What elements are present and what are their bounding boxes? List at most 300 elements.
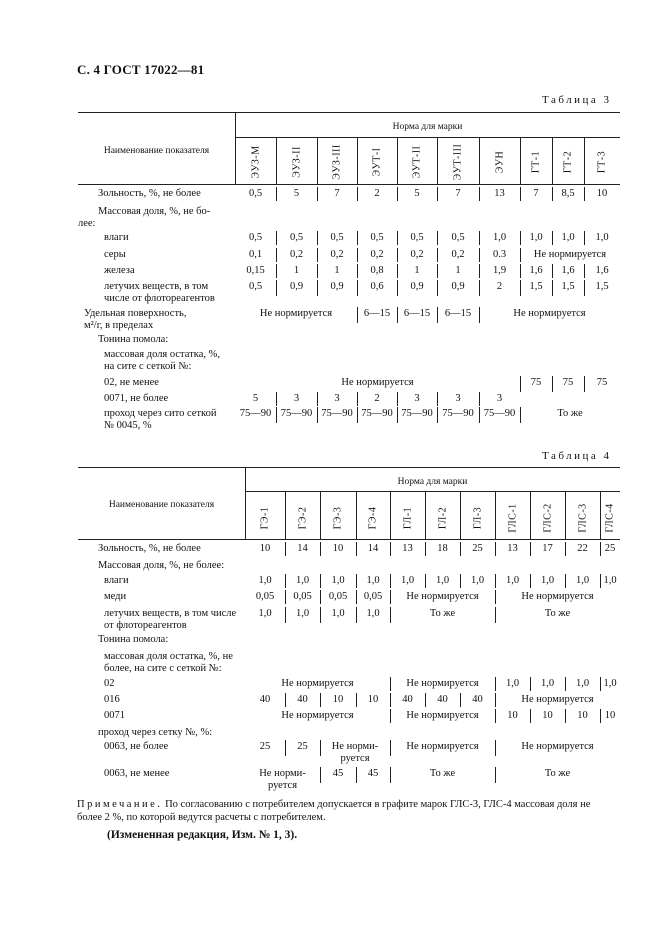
grade-label-6: ГЛ-2 (437, 506, 448, 530)
cell-value: 0,5 (248, 188, 263, 199)
cell-value: 1,0 (603, 575, 617, 586)
cell-value: 45 (332, 768, 344, 779)
grade-label-10: ГЛС-3 (577, 503, 588, 533)
cell-value: 13 (494, 188, 505, 199)
row-label: проход через сетку №, %: (98, 727, 213, 738)
cell-separator (357, 407, 358, 423)
cell-value: Не нормируется (513, 308, 586, 319)
cell-value: 0,05 (363, 591, 383, 602)
cell-separator (530, 709, 531, 723)
cell-value: 6—15 (363, 308, 391, 319)
header-col-line (276, 137, 277, 184)
cell-separator (320, 693, 321, 707)
cell-value: 0,6 (370, 281, 384, 292)
cell-value: 0,5 (248, 281, 263, 292)
cell-value: Не норми- (331, 741, 379, 752)
cell-value: 1,9 (492, 265, 507, 276)
cell-value: 10 (332, 694, 344, 705)
cell-separator (356, 693, 357, 707)
cell-separator (495, 740, 496, 756)
cell-separator (317, 407, 318, 423)
cell-value: 10 (332, 543, 344, 554)
param-header: Наименование показателя (108, 500, 215, 510)
rule-norm (245, 491, 620, 492)
header-col-line (285, 491, 286, 539)
cell-separator (600, 574, 601, 588)
cell-separator (584, 231, 585, 245)
cell-value: 0,5 (330, 232, 344, 243)
rule-norm (235, 137, 620, 138)
cell-value: Не нормируется (406, 741, 479, 752)
param-header: Наименование показателя (103, 146, 210, 156)
cell-value: 75 (530, 377, 542, 388)
cell-value: 0,2 (451, 249, 465, 260)
cell-separator (276, 231, 277, 245)
cell-separator (285, 693, 286, 707)
cell-separator (584, 187, 585, 201)
cell-value: 0,05 (293, 591, 312, 602)
cell-value: 1,0 (366, 575, 380, 586)
header-col-line (495, 491, 496, 539)
cell-value: 1,0 (295, 608, 310, 619)
cell-value: 0,15 (246, 265, 265, 276)
cell-value-cont: руется (340, 753, 370, 764)
cell-value: 75—90 (321, 408, 353, 419)
row-label-cont: № 0045, % (104, 420, 152, 431)
cell-value: Не нормируется (259, 308, 333, 319)
rule-top (78, 112, 620, 113)
cell-separator (437, 407, 438, 423)
grade-label-4: ЭУТ-I (371, 147, 383, 177)
cell-value: 1,5 (595, 281, 609, 292)
cell-value: 75—90 (361, 408, 393, 419)
cell-separator (479, 187, 480, 201)
cell-value: 1,0 (540, 575, 555, 586)
cell-value: Не норми- (259, 768, 306, 779)
cell-separator (437, 392, 438, 406)
cell-value: То же (429, 768, 456, 779)
header-col-line (397, 137, 398, 184)
cell-separator (584, 376, 585, 392)
cell-separator (520, 376, 521, 392)
row-label: серы (104, 249, 126, 260)
cell-separator (495, 677, 496, 691)
cell-separator (390, 590, 391, 604)
cell-value: 75 (562, 377, 574, 388)
row-label: 02 (104, 678, 115, 689)
grade-label-9: ГТ-2 (562, 150, 574, 174)
row-label: влаги (104, 232, 129, 243)
cell-value: 40 (402, 694, 413, 705)
cell-separator (479, 248, 480, 262)
cell-value: 1,0 (295, 575, 310, 586)
cell-value: Не нормируется (533, 249, 607, 260)
cell-value: 5 (414, 188, 420, 199)
cell-value: 18 (437, 543, 448, 554)
cell-separator (397, 407, 398, 423)
cell-value: 1,0 (575, 678, 590, 689)
cell-separator (425, 574, 426, 588)
cell-value: 1,0 (400, 575, 415, 586)
cell-separator (390, 574, 391, 588)
row-label-cont: более, на сите с сеткой №: (104, 663, 222, 674)
row-label: Тонина помола: (98, 634, 169, 645)
revision-note: (Измененная редакция, Изм. № 1, 3). (107, 829, 298, 841)
row-label: 0063, не менее (104, 768, 170, 779)
table-note (77, 798, 617, 824)
cell-separator (600, 709, 601, 723)
cell-value: 1,0 (470, 575, 485, 586)
cell-separator (320, 607, 321, 623)
cell-value: 75—90 (442, 408, 474, 419)
cell-value: 3 (293, 393, 300, 404)
cell-separator (390, 767, 391, 783)
cell-separator (390, 677, 391, 691)
cell-value: 2 (496, 281, 503, 292)
cell-separator (479, 264, 480, 278)
header-col-line (317, 137, 318, 184)
grade-label-7: ГЛ-3 (472, 506, 483, 530)
cell-separator (495, 574, 496, 588)
cell-value: 1,0 (331, 608, 345, 619)
cell-separator (552, 280, 553, 296)
cell-separator (530, 574, 531, 588)
cell-value: 0,5 (410, 232, 424, 243)
grade-label-11: ГЛС-4 (604, 503, 616, 533)
grade-label-3: ГЭ-3 (332, 506, 344, 530)
cell-value: 1,0 (435, 575, 450, 586)
norm-header: Норма для марки (392, 122, 463, 132)
cell-value: Не нормируется (521, 741, 594, 752)
cell-separator (356, 590, 357, 604)
cell-separator (357, 307, 358, 323)
rule-header-bottom (78, 539, 620, 540)
cell-value: То же (557, 408, 583, 419)
cell-value: 0,05 (328, 591, 348, 602)
cell-value: 0,2 (289, 249, 304, 260)
row-label: Массовая доля, %, не более: (98, 560, 225, 571)
cell-value: 40 (472, 694, 483, 705)
row-label-cont: числе от флотореагентов (104, 293, 215, 304)
cell-value: 13 (402, 543, 413, 554)
cell-separator (495, 590, 496, 604)
note-text: По согласованию с потребителем допускается в графите марок ГЛС-3, ГЛС-4 массовая доля не более 2 %, по которой ведутся расчеты с потребителем. (77, 799, 591, 823)
cell-separator (552, 376, 553, 392)
cell-value: То же (429, 608, 456, 619)
cell-separator (437, 264, 438, 278)
cell-value: 0,5 (370, 232, 384, 243)
cell-value: 22 (577, 543, 588, 554)
header-col-line (437, 137, 438, 184)
cell-value: 1 (455, 265, 461, 276)
cell-separator (479, 231, 480, 245)
rule-header-bottom (78, 184, 620, 185)
cell-value: Не нормируется (281, 710, 354, 721)
cell-separator (317, 264, 318, 278)
cell-value: 1,0 (258, 575, 272, 586)
cell-value: 75—90 (401, 408, 433, 419)
row-label: Зольность, %, не более (98, 188, 201, 199)
cell-separator (276, 407, 277, 423)
row-label-cont: на сите с сеткой №: (104, 361, 192, 372)
cell-value: 14 (297, 543, 308, 554)
cell-value: 0,8 (370, 265, 384, 276)
row-label: проход через сито сеткой (104, 408, 217, 419)
grade-label-3: ЭУЗ-III (331, 144, 343, 180)
cell-value: 0,5 (289, 232, 304, 243)
cell-value: 3 (414, 393, 420, 404)
cell-value: Не нормируется (281, 678, 354, 689)
cell-value: Не нормируется (521, 694, 594, 705)
cell-separator (320, 767, 321, 783)
page-header: С. 4 ГОСТ 17022—81 (77, 62, 205, 77)
cell-separator (357, 392, 358, 406)
row-label: Массовая доля, %, не бо- (98, 206, 211, 217)
cell-value: 7 (334, 188, 340, 199)
cell-separator (320, 590, 321, 604)
cell-separator (584, 264, 585, 278)
cell-separator (357, 248, 358, 262)
cell-separator (437, 248, 438, 262)
cell-separator (460, 542, 461, 556)
cell-value: 10 (596, 188, 608, 199)
header-col-line (320, 491, 321, 539)
cell-separator (390, 542, 391, 556)
cell-value: 45 (367, 768, 379, 779)
header-col-line (356, 491, 357, 539)
cell-value: 10 (507, 710, 518, 721)
row-label: летучих веществ, в том (104, 281, 209, 292)
cell-value: 25 (259, 741, 271, 752)
cell-separator (397, 264, 398, 278)
grade-label-10: ГТ-3 (596, 150, 608, 174)
cell-separator (437, 307, 438, 323)
cell-value: 1,0 (575, 575, 590, 586)
cell-value: 10 (542, 710, 553, 721)
cell-separator (390, 607, 391, 623)
row-label: Зольность, %, не более (98, 543, 201, 554)
cell-separator (397, 280, 398, 296)
cell-value: 6—15 (403, 308, 431, 319)
cell-value: 1,0 (540, 678, 555, 689)
cell-value: 2 (374, 393, 380, 404)
cell-value: 1,5 (529, 281, 543, 292)
cell-value: 75—90 (280, 408, 313, 419)
cell-value: 0,05 (255, 591, 275, 602)
cell-value: 1,0 (603, 678, 617, 689)
cell-separator (565, 709, 566, 723)
cell-separator (565, 542, 566, 556)
row-label: массовая доля остатка, %, (104, 349, 220, 360)
cell-separator (437, 187, 438, 201)
cell-separator (565, 677, 566, 691)
cell-separator (460, 693, 461, 707)
cell-value: 0,2 (330, 249, 344, 260)
cell-separator (520, 248, 521, 262)
cell-value: 1,5 (561, 281, 575, 292)
cell-value: 0.3 (492, 249, 507, 260)
cell-separator (520, 407, 521, 423)
cell-separator (356, 607, 357, 623)
header-col-line (584, 137, 585, 184)
row-label: Удельная поверхность, (84, 308, 187, 319)
row-label: железа (104, 265, 135, 276)
cell-separator (495, 542, 496, 556)
cell-value: 14 (367, 543, 379, 554)
grade-label-8: ГЛС-1 (507, 503, 518, 533)
cell-value: 40 (437, 694, 448, 705)
cell-separator (495, 693, 496, 707)
cell-value: 10 (604, 710, 616, 721)
grade-label-6: ЭУТ-III (452, 143, 464, 181)
row-label: 0063, не более (104, 741, 169, 752)
cell-separator (390, 740, 391, 756)
cell-separator (397, 307, 398, 323)
cell-separator (520, 264, 521, 278)
cell-separator (285, 590, 286, 604)
cell-value: 0,1 (248, 249, 263, 260)
cell-value: 1,6 (595, 265, 609, 276)
cell-separator (356, 542, 357, 556)
cell-value: 75 (596, 377, 608, 388)
cell-separator (397, 187, 398, 201)
cell-value: То же (544, 608, 571, 619)
cell-value: Не нормируется (521, 591, 594, 602)
row-label: Тонина помола: (98, 334, 169, 345)
cell-separator (356, 767, 357, 783)
header-col-line (460, 491, 461, 539)
cell-separator (520, 187, 521, 201)
row-label-cont: лее: (78, 218, 96, 229)
cell-value: 0,9 (410, 281, 424, 292)
cell-separator (600, 677, 601, 691)
header-col-line (565, 491, 566, 539)
row-label: 0071, не более (104, 393, 169, 404)
cell-value: 0,9 (330, 281, 344, 292)
cell-value: 1,6 (561, 265, 575, 276)
cell-value: 1 (414, 265, 420, 276)
cell-value: 1,0 (529, 232, 543, 243)
rule-top (78, 467, 620, 468)
cell-value: 1,0 (492, 232, 507, 243)
cell-separator (530, 542, 531, 556)
grade-label-5: ЭУТ-II (411, 145, 423, 179)
header-col-line (530, 491, 531, 539)
cell-value: 1,0 (505, 678, 520, 689)
cell-value: 17 (542, 543, 553, 554)
cell-value: 0,5 (451, 232, 465, 243)
cell-separator (390, 709, 391, 723)
cell-value: 3 (455, 393, 461, 404)
cell-value: 7 (533, 188, 539, 199)
cell-separator (357, 187, 358, 201)
grade-label-1: ЭУЗ-М (250, 145, 261, 179)
cell-separator (552, 187, 553, 201)
row-label: массовая доля остатка, %, не (104, 651, 233, 662)
grade-label-8: ГТ-1 (530, 150, 542, 174)
header-col-line (552, 137, 553, 184)
header-col-line (479, 137, 480, 184)
cell-separator (437, 280, 438, 296)
cell-value: 8,5 (561, 188, 575, 199)
grade-label-2: ГЭ-2 (297, 506, 308, 530)
cell-value: 75—90 (239, 408, 272, 419)
norm-header: Норма для марки (397, 477, 468, 487)
grade-label-1: ГЭ-1 (259, 506, 271, 530)
cell-value: 1,6 (529, 265, 543, 276)
cell-separator (600, 542, 601, 556)
cell-value: То же (544, 768, 571, 779)
row-label: влаги (104, 575, 129, 586)
cell-separator (495, 607, 496, 623)
cell-separator (520, 231, 521, 245)
cell-separator (530, 677, 531, 691)
cell-value: Не нормируется (341, 377, 414, 388)
cell-value: 0,2 (370, 249, 384, 260)
cell-value: 10 (577, 710, 588, 721)
cell-value: 75—90 (483, 408, 516, 419)
cell-value: 13 (507, 543, 518, 554)
cell-value: 3 (496, 393, 503, 404)
cell-separator (425, 693, 426, 707)
cell-separator (390, 693, 391, 707)
cell-separator (320, 740, 321, 756)
cell-separator (584, 280, 585, 296)
header-col-line (520, 137, 521, 184)
cell-value: 6—15 (444, 308, 472, 319)
cell-separator (356, 574, 357, 588)
cell-value: Не нормируется (406, 710, 479, 721)
cell-value: 3 (334, 393, 340, 404)
table3-caption: Таблица 3 (542, 94, 612, 106)
cell-value: 0,5 (248, 232, 263, 243)
cell-separator (317, 231, 318, 245)
cell-separator (565, 574, 566, 588)
header-col-line (390, 491, 391, 539)
cell-value: 10 (367, 694, 379, 705)
cell-separator (276, 280, 277, 296)
cell-separator (276, 248, 277, 262)
row-label: меди (104, 591, 127, 602)
cell-separator (479, 307, 480, 323)
cell-separator (552, 231, 553, 245)
cell-separator (285, 574, 286, 588)
cell-value: 1,0 (366, 608, 380, 619)
cell-value: 1 (334, 265, 340, 276)
row-label: 02, не менее (104, 377, 159, 388)
cell-value: 5 (293, 188, 300, 199)
cell-separator (397, 248, 398, 262)
grade-label-4: ГЭ-4 (367, 506, 379, 530)
cell-value: 25 (297, 741, 308, 752)
cell-separator (552, 264, 553, 278)
cell-separator (437, 231, 438, 245)
cell-value: Не нормируется (406, 678, 479, 689)
cell-separator (317, 392, 318, 406)
cell-value: 1,0 (561, 232, 575, 243)
header-col-line (357, 137, 358, 184)
cell-value: 40 (259, 694, 271, 705)
cell-separator (479, 280, 480, 296)
grade-label-2: ЭУЗ-II (291, 146, 302, 178)
cell-value: 0,9 (451, 281, 465, 292)
table4-caption: Таблица 4 (542, 450, 612, 462)
cell-separator (495, 709, 496, 723)
row-label: летучих веществ, в том числе (104, 608, 237, 619)
cell-separator (357, 264, 358, 278)
header-col-line (600, 491, 601, 539)
cell-value: 40 (297, 694, 308, 705)
